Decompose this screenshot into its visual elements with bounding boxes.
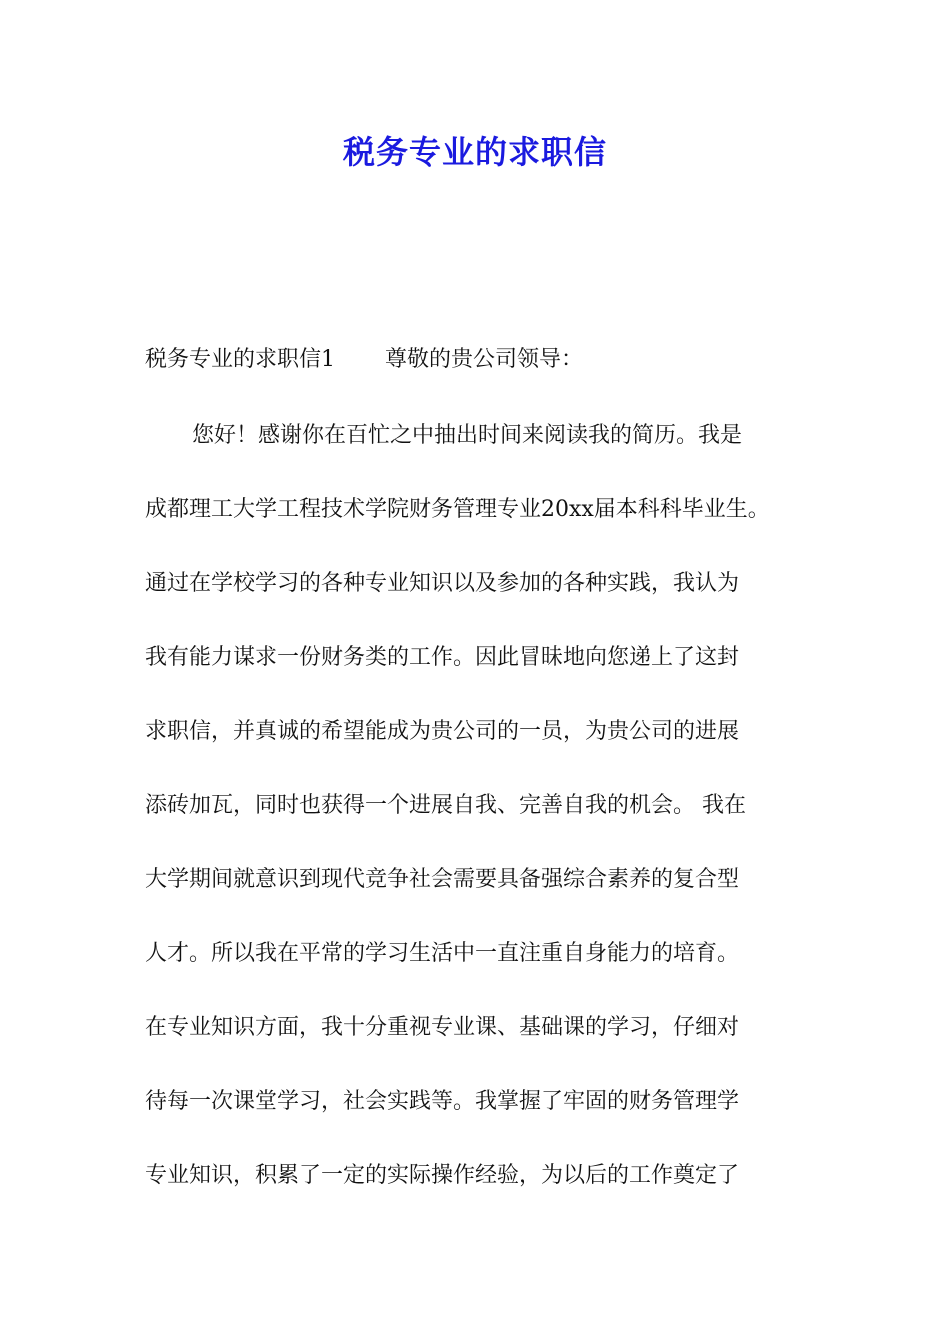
paragraph-line: 我有能力谋求一份财务类的工作。因此冒昧地向您递上了这封 (145, 645, 740, 670)
paragraph-line: 添砖加瓦，同时也获得一个进展自我、完善自我的机会。 我在 (145, 793, 746, 818)
paragraph-line: 专业知识，积累了一定的实际操作经验，为以后的工作奠定了 (145, 1163, 740, 1188)
paragraph-line: 待每一次课堂学习，社会实践等。我掌握了牢固的财务管理学 (145, 1089, 740, 1114)
paragraph-line: 您好！感谢你在百忙之中抽出时间来阅读我的简历。我是 (192, 423, 743, 448)
paragraph-line: 成都理工大学工程技术学院财务管理专业20xx届本科科毕业生。 (145, 497, 770, 522)
letter-body (145, 342, 825, 1232)
paragraph-line: 求职信，并真诚的希望能成为贵公司的一员，为贵公司的进展 (145, 719, 740, 744)
paragraph-line: 通过在学校学习的各种专业知识以及参加的各种实践，我认为 (145, 571, 740, 596)
paragraph-line: 在专业知识方面，我十分重视专业课、基础课的学习，仔细对 (145, 1015, 740, 1040)
paragraph-line: 人才。所以我在平常的学习生活中一直注重自身能力的培育。 (145, 941, 740, 966)
heading-line (145, 342, 825, 418)
paragraph-line: 大学期间就意识到现代竞争社会需要具备强综合素养的复合型 (145, 867, 740, 892)
letter-heading-label: 税务专业的求职信1 (145, 347, 335, 372)
page-title: 税务专业的求职信 (342, 133, 607, 171)
salutation: 尊敬的贵公司领导： (385, 347, 584, 372)
